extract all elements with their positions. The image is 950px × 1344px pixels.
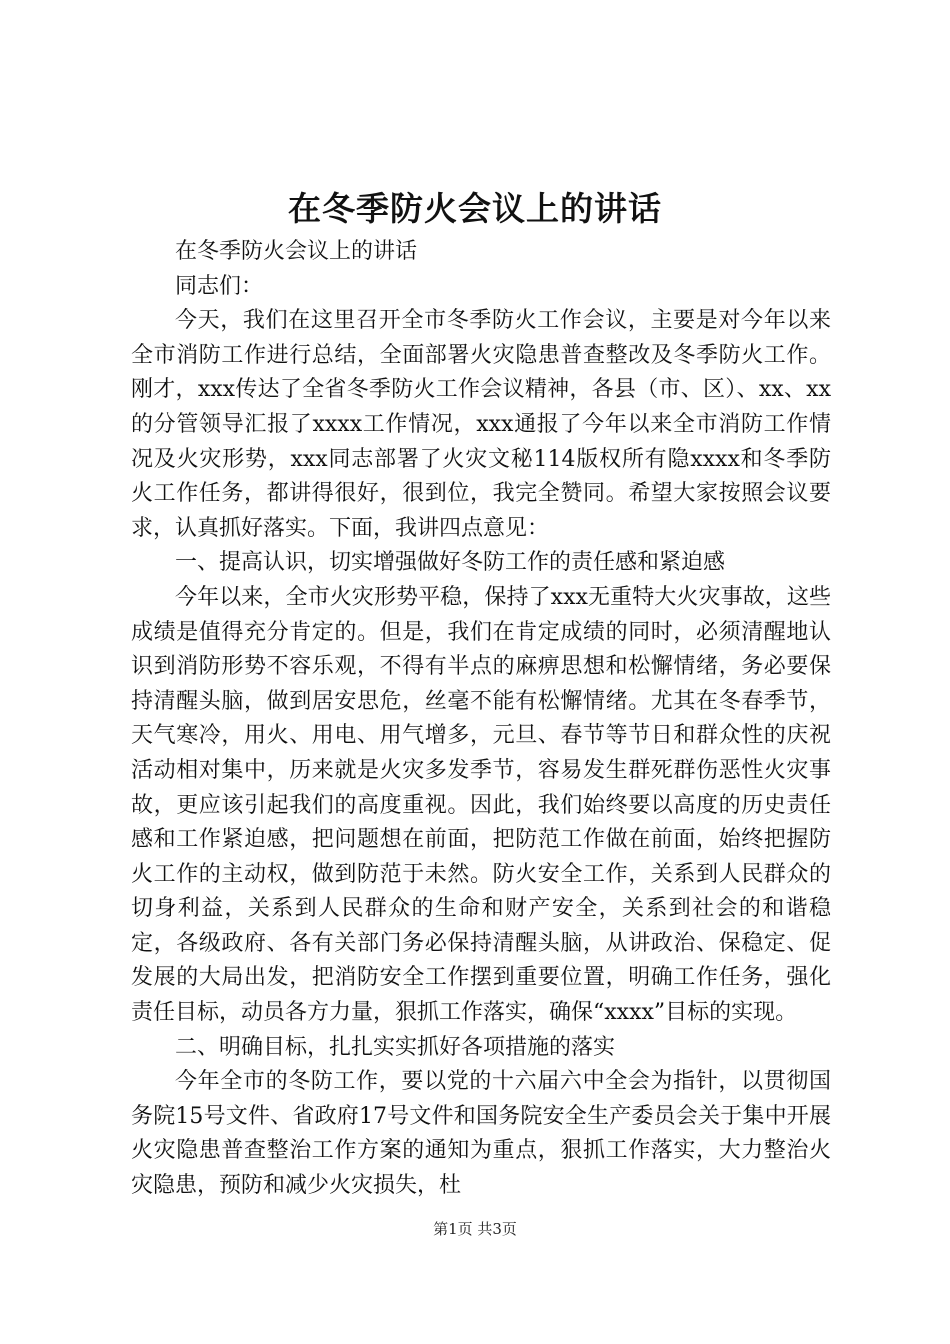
page-footer: 第1页 共3页 bbox=[433, 1220, 517, 1238]
salutation-paragraph: 同志们： bbox=[175, 273, 264, 299]
subtitle-paragraph: 在冬季防火会议上的讲话 bbox=[175, 239, 418, 264]
section-heading: 二、明确目标，扎扎实实抓好各项措施的落实 bbox=[175, 1034, 616, 1060]
document-title: 在冬季防火会议上的讲话 bbox=[288, 189, 662, 228]
body-paragraph: 今年全市的冬防工作，要以党的十六届六中全会为指针，以贯彻国务院15号文件、省政府17号文件和国务院安全生产委员会关于集中开展火灾隐患普查整治工作方案的通知为重点，狠抓工作落实，大力整治火灾隐患，预防和减少火灾损失，杜 bbox=[131, 1069, 831, 1199]
document-body bbox=[131, 235, 831, 1204]
body-paragraph: 今天，我们在这里召开全市冬季防火工作会议，主要是对今年以来全市消防工作进行总结，全面部署火灾隐患普查整改及冬季防火工作。刚才，xxx传达了全省冬季防火工作会议精神，各县（市、区）、xx、xx的分管领导汇报了xxxx工作情况，xxx通报了今年以来全市消防工作情况及火灾形势，xxx同志部署了火灾文秘114版权所有隐xxxx和冬季防火工作任务，都讲得很好，很到位，我完全赞同。希望大家按照会议要求，认真抓好落实。下面，我讲四点意见： bbox=[131, 308, 831, 541]
body-paragraph: 今年以来，全市火灾形势平稳，保持了xxx无重特大火灾事故，这些成绩是值得充分肯定的。但是，我们在肯定成绩的同时，必须清醒地认识到消防形势不容乐观，不得有半点的麻痹思想和松懈情绪，务必要保持清醒头脑，做到居安思危，丝毫不能有松懈情绪。尤其在冬春季节，天气寒冷，用火、用电、用气增多，元旦、春节等节日和群众性的庆祝活动相对集中，历来就是火灾多发季节，容易发生群死群伤恶性火灾事故，更应该引起我们的高度重视。因此，我们始终要以高度的历史责任感和工作紧迫感，把问题想在前面，把防范工作做在前面，始终把握防火工作的主动权，做到防范于未然。防火安全工作，关系到人民群众的切身利益，关系到人民群众的生命和财产安全，关系到社会的和谐稳定，各级政府、各有关部门务必保持清醒头脑，从讲政治、保稳定、促发展的大局出发，把消防安全工作摆到重要位置，明确工作任务，强化责任目标，动员各方力量，狠抓工作落实，确保“xxxx”目标的实现。 bbox=[131, 584, 831, 1026]
section-heading: 一、提高认识，切实增强做好冬防工作的责任感和紧迫感 bbox=[175, 550, 726, 576]
